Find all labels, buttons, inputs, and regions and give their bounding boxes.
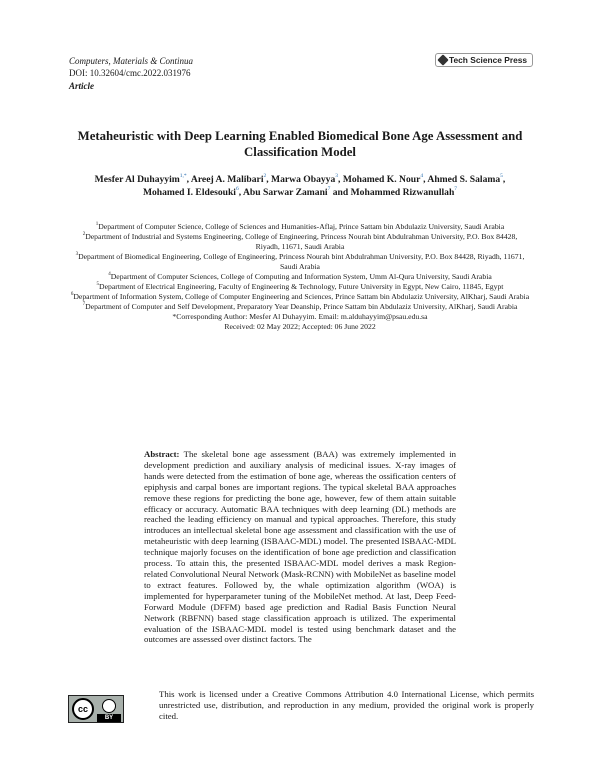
affiliation-text: Department of Computer and Self Development, Preparatory Year Deanship, Prince Sattam bin Abdulaziz University, AlKharj, Saudi Arabia: [85, 302, 518, 311]
attribution-person-icon: [102, 699, 116, 713]
abstract-text: The skeletal bone age assessment (BAA) was extremely implemented in development prediction and auxiliary analysis of medicinal issues. X-ray images of hands were detected from the estimation of bone age, whereas the ossification centers of epiphysis and carpal bones are important regions. The typical skeletal BAA approaches remove these regions for predicting the bone age, however, few of them attain suitable efficacy or accuracy. Automatic BAA techniques with deep learning (DL) methods are reached the leading efficiency on manual and typical approaches. Therefore, this study introduces an intellectual skeletal bone age assessment and classification with the use of metaheuristic with deep learning (ISBAAC-MDL) model. The presented ISBAAC-MDL technique majorly focuses on the identification of bone age prediction and classification process. To attain this, the presented ISBAAC-MDL model derives a mask Region-related Convolutional Neural Network (Mask-RCNN) with MobileNet as baseline model to extract features. Followed by, the whale optimization algorithm (WOA) is implemented for hyperparameter tuning of the MobileNet method. At last, Deep Feed-Forward Module (DFFM) based age prediction and Radial Basis Function Neural Network (RBFNN) based stage classification approach is utilized. The experimental evaluation of the ISBAAC-MDL model is tested using benchmark dataset and the outcomes are assessed over distinct factors. The: [144, 449, 456, 645]
affiliation-text: Department of Biomedical Engineering, College of Engineering, Princess Nourah bint Abdulrahman University, P.O. Box 84428, Riyadh, 11671, Saudi Arabia: [78, 252, 525, 271]
author: Mesfer Al Duhayyim: [94, 174, 180, 185]
abstract: [144, 449, 456, 645]
affiliation: [70, 272, 530, 282]
doi[interactable]: DOI: 10.32604/cmc.2022.031976: [69, 68, 191, 78]
license-text: This work is licensed under a Creative Commons Attribution 4.0 International License, which permits unrestricted use, distribution, and reproduction in any medium, provided the original work is properly cited.: [159, 689, 534, 722]
article-type: Article: [69, 81, 94, 91]
author-affiliation-marker[interactable]: 7: [454, 186, 458, 192]
author: Mohamed K. Nour: [342, 174, 421, 185]
author-affiliation-marker[interactable]: 6: [235, 186, 239, 192]
affiliation-number: 6: [70, 292, 74, 297]
affiliation-text: Department of Computer Sciences, College of Computing and Information System, Umm Al-Qura University, Saudi Arabia: [110, 272, 492, 281]
author-affiliation-marker[interactable]: 5: [500, 173, 503, 179]
authors-conjunction: and: [332, 187, 349, 198]
affiliation-text: Department of Electrical Engineering, Faculty of Engineering & Technology, Future University in Egypt, New Cairo, 11845, Egypt: [99, 282, 504, 291]
author: Ahmed S. Salama: [427, 174, 501, 185]
paper-title: Metaheuristic with Deep Learning Enabled Biomedical Bone Age Assessment and Classification Model: [77, 129, 523, 159]
author: Mohamed I. Eldesouki: [142, 187, 236, 198]
affiliation: [70, 282, 530, 292]
author-affiliation-marker[interactable]: 7: [327, 186, 331, 192]
affiliation-number: 3: [75, 252, 79, 257]
abstract-label: Abstract:: [144, 449, 180, 459]
author-affiliation-marker[interactable]: 4: [420, 173, 424, 179]
cc-by-badge[interactable]: [68, 695, 124, 723]
author-list: Mesfer Al Duhayyim$^{1,*}$, Areej A. Malibari$^2$, Marwa Obayya$^3$, Mohamed K. Nour$^4$, Ahmed S. Salama$^5$, Mohamed I. Eldesouki$^6$, Abu Sarwar Zamani$^7$ and Mohammed Rizwanullah$^7$: [94, 173, 506, 198]
author-affiliation-marker[interactable]: 2: [263, 173, 267, 179]
cc-icon: cc: [72, 698, 94, 720]
affiliation: [70, 302, 530, 312]
affiliation-text: Department of Industrial and Systems Engineering, College of Engineering, Princess Nourah bint Abdulrahman University, P.O. Box 84428, Riyadh, 11671, Saudi Arabia: [85, 232, 518, 251]
affiliation: [70, 252, 530, 272]
author: Mohammed Rizwanullah: [350, 187, 455, 198]
affiliation-text: Department of Information System, College of Computer Engineering and Sciences, Prince Sattam bin Abdulaziz University, AlKharj, Saudi Arabia: [73, 292, 530, 301]
corresponding-author: *Corresponding Author: Mesfer Al Duhayyim. Email: m.alduhayyim@psau.edu.sa: [172, 312, 428, 321]
author-affiliation-marker[interactable]: 1,*: [179, 173, 187, 179]
affiliation: [70, 222, 530, 232]
by-label: BY: [97, 714, 121, 722]
affiliation: [70, 232, 530, 252]
publisher-logo: [435, 53, 533, 67]
affiliation-number: 7: [82, 302, 86, 307]
affiliation-number: 1: [95, 222, 99, 227]
author: Abu Sarwar Zamani: [243, 187, 328, 198]
license-block: [68, 689, 534, 731]
author: Marwa Obayya: [271, 174, 336, 185]
affiliation: [70, 292, 530, 302]
publisher-name: Tech Science Press: [449, 55, 528, 65]
journal-name: Computers, Materials & Continua: [69, 56, 194, 66]
affiliation-number: 2: [82, 232, 86, 237]
author-affiliation-marker[interactable]: 3: [335, 173, 339, 179]
affiliation-number: 5: [96, 282, 100, 287]
affiliation-text: Department of Computer Science, College of Sciences and Humanities-Aflaj, Prince Sattam bin Abdulaziz University, Saudi Arabia: [98, 222, 505, 231]
author: Areej A. Malibari: [190, 174, 264, 185]
affiliation-number: 4: [108, 272, 111, 277]
received-accepted-dates: Received: 02 May 2022; Accepted: 06 June 2022: [224, 322, 376, 331]
affiliations: [70, 222, 530, 332]
